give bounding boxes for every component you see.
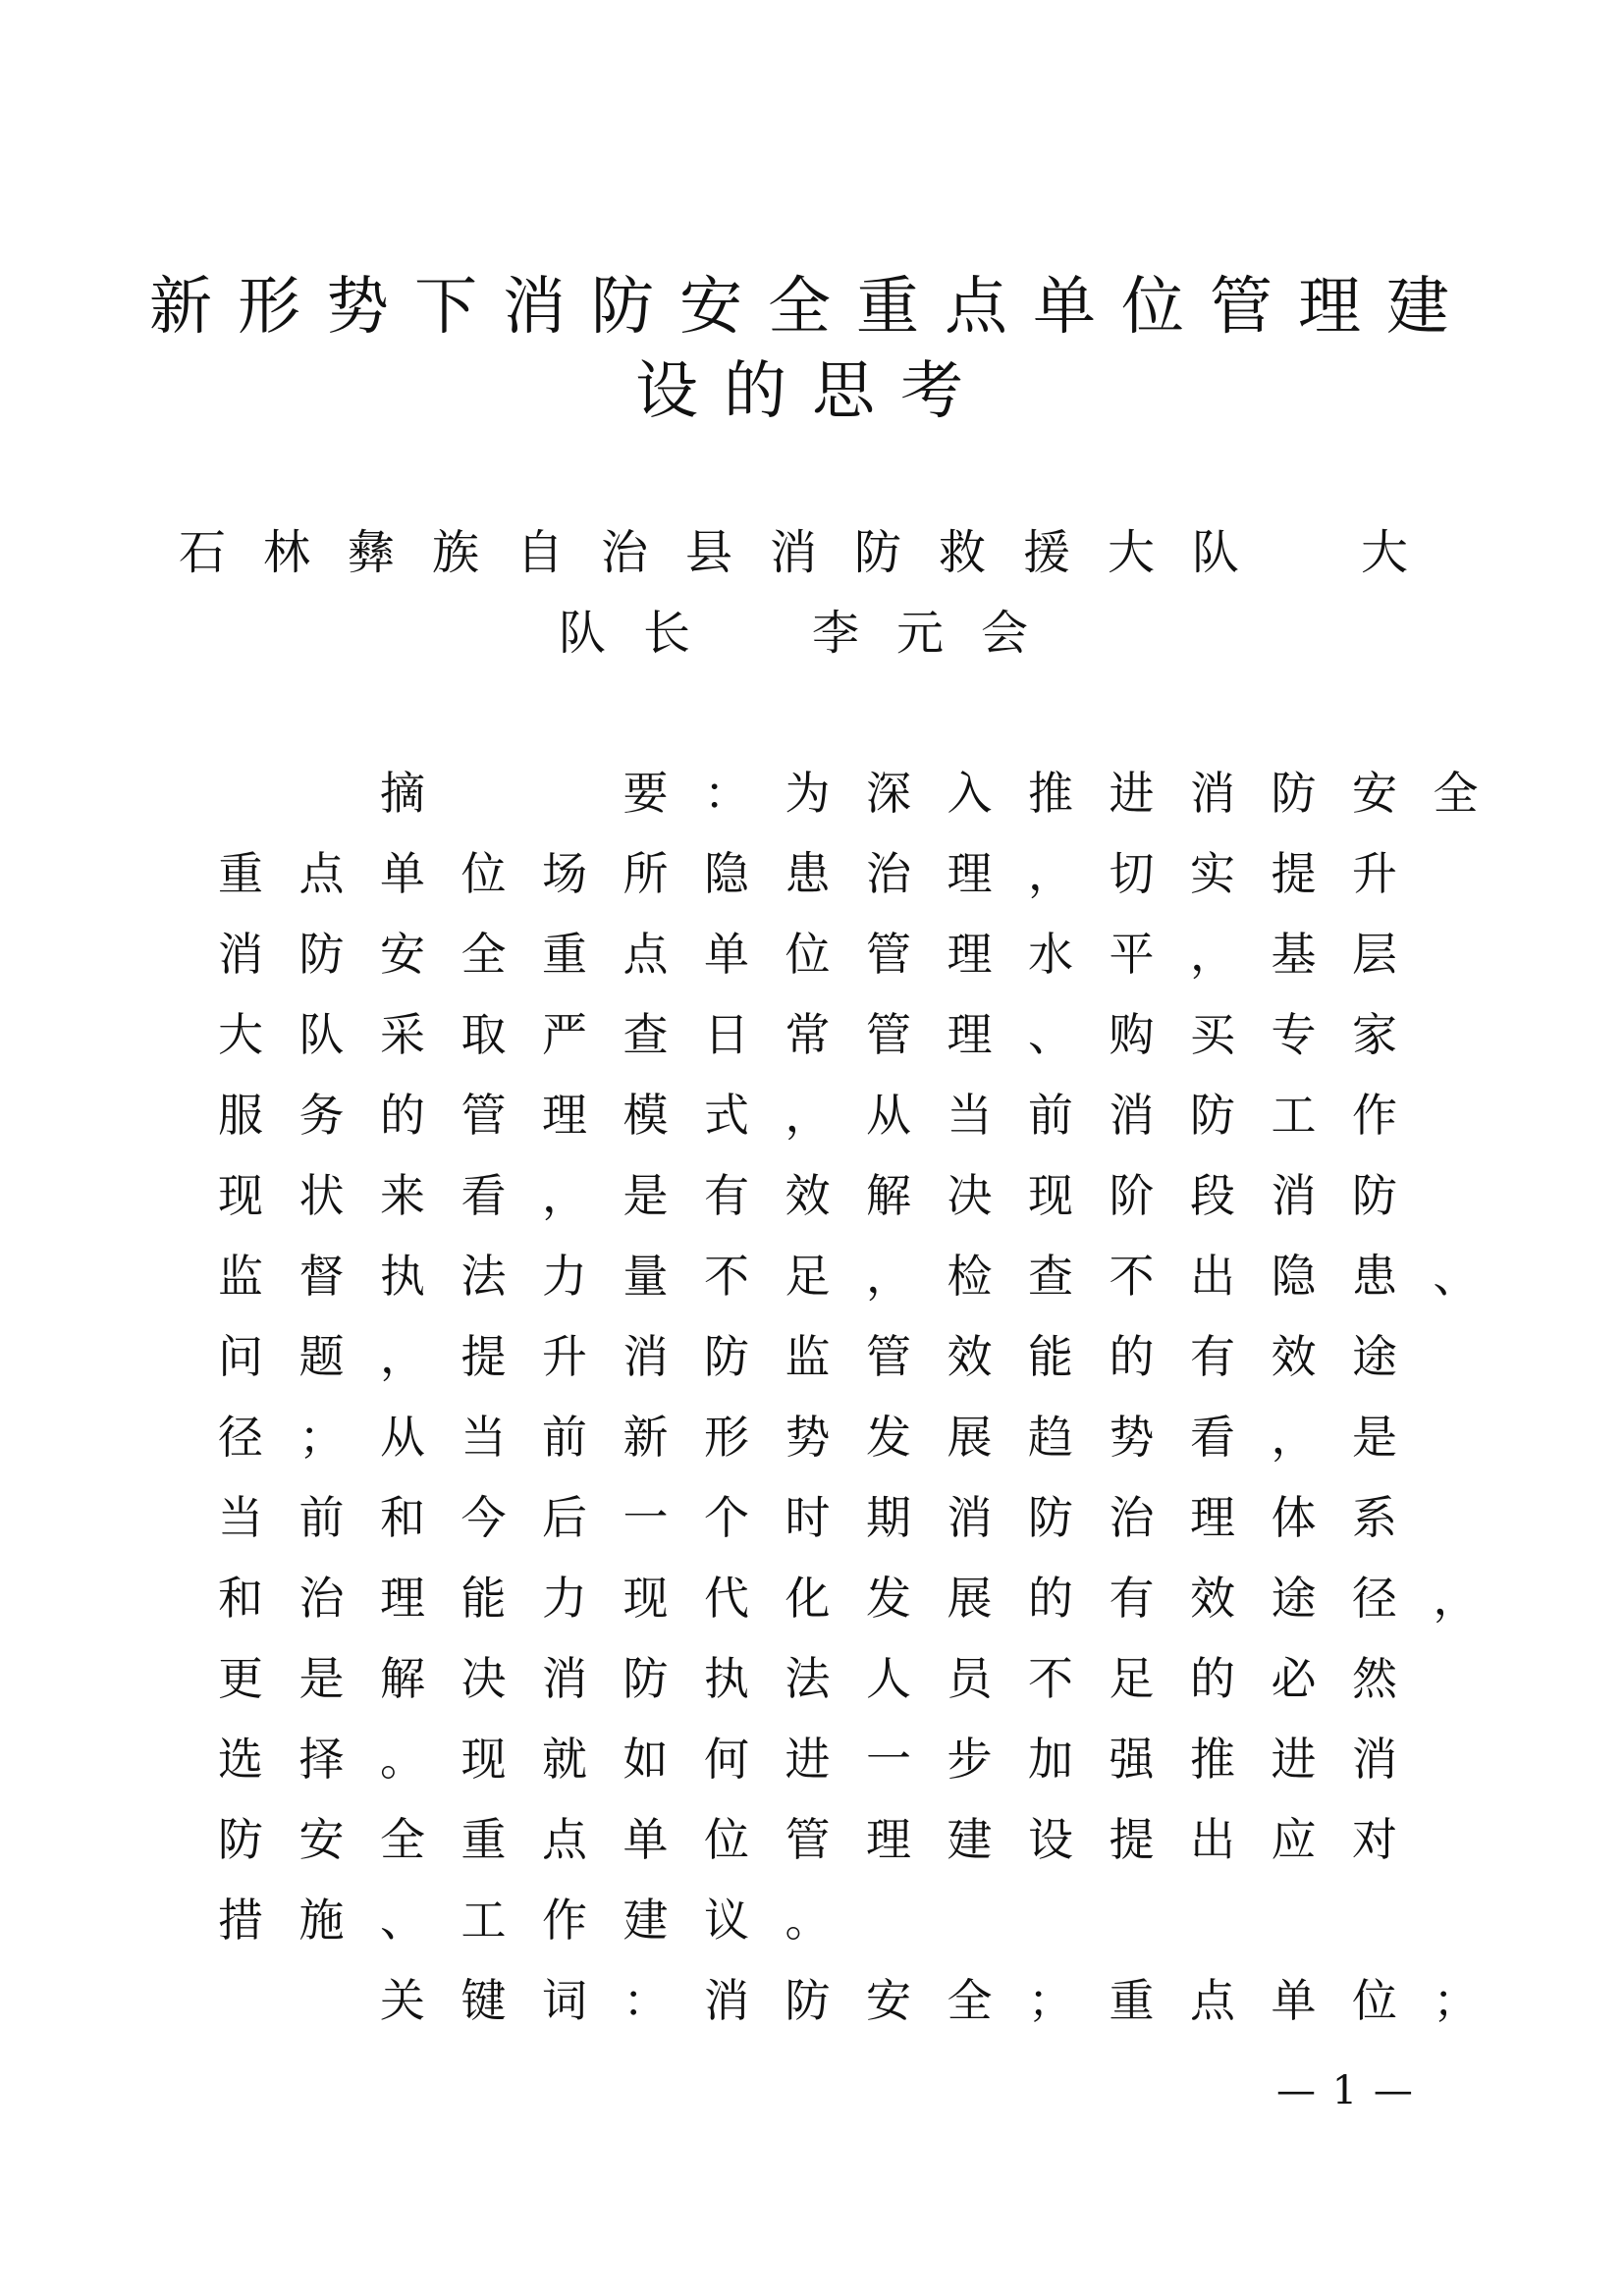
abstract-line-9: 径；从当前新形势发展趋势看，是 (218, 1411, 1434, 1464)
abstract-line-2: 重点单位场所隐患治理，切实提升 (218, 847, 1434, 900)
abstract-line-7: 监督执法力量不足，检查不出隐患、 (218, 1250, 1514, 1303)
abstract-line-13: 选择。现就如何进一步加强推进消 (218, 1733, 1434, 1786)
keywords-line: 关键词：消防安全；重点单位； (218, 1974, 1514, 2027)
abstract-line-5: 服务的管理模式，从当前消防工作 (218, 1089, 1434, 1142)
abstract-line-11: 和治理能力现代化发展的有效途径， (218, 1572, 1514, 1625)
abstract-line-3: 消防安全重点单位管理水平，基层 (218, 928, 1434, 981)
abstract-line-4: 大队采取严查日常管理、购买专家 (218, 1008, 1434, 1061)
abstract-line-12: 更是解决消防执法人员不足的必然 (218, 1652, 1434, 1705)
page-number: — 1 — (1276, 2068, 1415, 2113)
abstract-line-6: 现状来看，是有效解决现阶段消防 (218, 1169, 1434, 1222)
abstract-line-1: 摘 要：为深入推进消防安全 (218, 767, 1514, 820)
abstract-line-10: 当前和今后一个时期消防治理体系 (218, 1491, 1434, 1544)
author-line-1: 石林彝族自治县消防救援大队 大 (178, 525, 1445, 580)
abstract-line-8: 问题，提升消防监管效能的有效途 (218, 1330, 1434, 1383)
document-title-line-1: 新形势下消防安全重点单位管理建 (149, 271, 1475, 344)
document-title-line-2: 设的思考 (635, 355, 989, 428)
abstract-line-14: 防安全重点单位管理建设提出应对 (218, 1813, 1434, 1866)
author-line-2: 队长 李元会 (558, 606, 1065, 661)
abstract-line-15: 措施、工作建议。 (218, 1894, 866, 1947)
